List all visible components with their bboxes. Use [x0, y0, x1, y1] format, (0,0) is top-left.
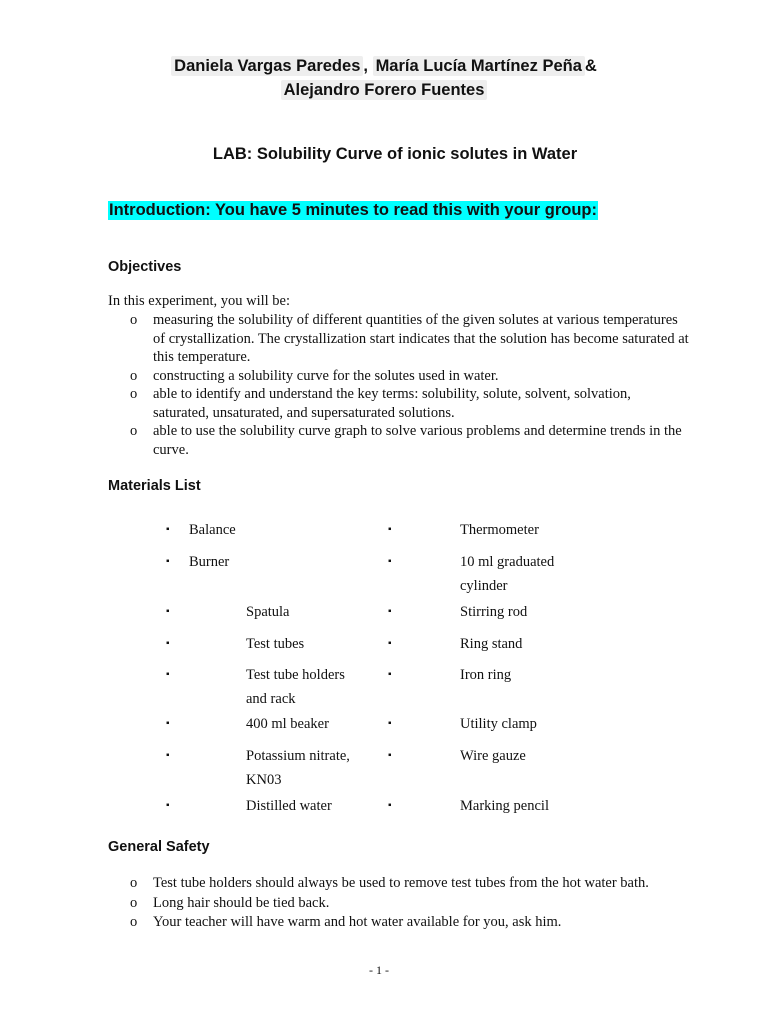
- author-separator-comma: ,: [363, 57, 368, 75]
- material-item: Distilled water: [246, 798, 332, 814]
- page-number: - 1 -: [369, 963, 389, 977]
- bullet-marker: o: [130, 875, 138, 891]
- list-item: o able to identify and understand the key terms: solubility, solute, solvent, solvation, saturated, unsaturated, and supersaturated solutions.: [130, 386, 631, 421]
- author-2: María Lucía Martínez Peña: [373, 56, 585, 76]
- list-item: o Long hair should be tied back.: [130, 894, 690, 914]
- material-item: Thermometer: [460, 522, 539, 538]
- bullet-square-icon: ▪: [166, 556, 170, 567]
- bullet-square-icon: ▪: [166, 606, 170, 617]
- material-item: 10 ml graduated cylinder: [460, 554, 555, 594]
- safety-heading: General Safety: [108, 839, 210, 855]
- bullet-square-icon: ▪: [166, 718, 170, 729]
- bullet-square-icon: ▪: [388, 800, 392, 811]
- author-1: Daniela Vargas Paredes: [171, 56, 363, 76]
- list-item: o measuring the solubility of different quantities of the given solutes at various temperatures of crystallization. The crystallization start indicates that the solution has become saturated at this temperature.: [130, 312, 689, 365]
- material-item: Test tubes: [246, 636, 305, 652]
- material-item: Balance: [189, 522, 236, 538]
- material-item: Iron ring: [460, 667, 512, 683]
- bullet-marker: o: [130, 312, 138, 328]
- bullet-marker: o: [130, 894, 138, 911]
- bullet-marker: o: [130, 386, 138, 402]
- bullet-marker: o: [130, 914, 138, 930]
- material-item: Marking pencil: [460, 798, 549, 814]
- bullet-square-icon: ▪: [388, 718, 392, 729]
- list-item: o constructing a solubility curve for the solutes used in water.: [130, 367, 499, 384]
- bullet-square-icon: ▪: [388, 524, 392, 535]
- bullet-square-icon: ▪: [166, 669, 170, 680]
- materials-heading: Materials List: [108, 478, 201, 494]
- bullet-square-icon: ▪: [388, 750, 392, 761]
- bullet-square-icon: ▪: [388, 606, 392, 617]
- authors-line-1: [0, 57, 768, 76]
- bullet-square-icon: ▪: [166, 750, 170, 761]
- bullet-marker: o: [130, 423, 138, 439]
- author-3: Alejandro Forero Fuentes: [281, 80, 488, 100]
- author-separator-ampersand: &: [584, 57, 597, 75]
- material-item: Wire gauze: [460, 748, 526, 764]
- objectives-list: [130, 311, 690, 459]
- bullet-square-icon: ▪: [388, 556, 392, 567]
- objectives-lead: In this experiment, you will be:: [108, 293, 291, 309]
- bullet-square-icon: ▪: [388, 669, 392, 680]
- material-item: 400 ml beaker: [246, 716, 329, 732]
- introduction-highlight: Introduction: You have 5 minutes to read this with your group:: [109, 201, 597, 219]
- authors-line-2: [0, 81, 768, 100]
- list-item: o able to use the solubility curve graph to solve various problems and determine trends in the curve.: [130, 423, 682, 458]
- material-item: Spatula: [246, 604, 290, 620]
- bullet-square-icon: ▪: [166, 800, 170, 811]
- material-item: Stirring rod: [460, 604, 528, 620]
- bullet-square-icon: ▪: [166, 638, 170, 649]
- list-item: o Your teacher will have warm and hot water available for you, ask him.: [130, 913, 690, 933]
- material-item: Burner: [189, 554, 230, 570]
- material-item: Utility clamp: [460, 716, 537, 732]
- list-item: o Test tube holders should always be used to remove test tubes from the hot water bath.: [130, 874, 690, 894]
- safety-list: [130, 874, 690, 933]
- material-item: Potassium nitrate, KN03: [246, 748, 350, 788]
- bullet-marker: o: [130, 367, 138, 384]
- objectives-heading: Objectives: [108, 259, 182, 275]
- bullet-square-icon: ▪: [388, 638, 392, 649]
- material-item: Ring stand: [460, 636, 523, 652]
- material-item: Test tube holders and rack: [246, 667, 345, 707]
- document-title: LAB: Solubility Curve of ionic solutes in Water: [212, 145, 578, 163]
- bullet-square-icon: ▪: [166, 524, 170, 535]
